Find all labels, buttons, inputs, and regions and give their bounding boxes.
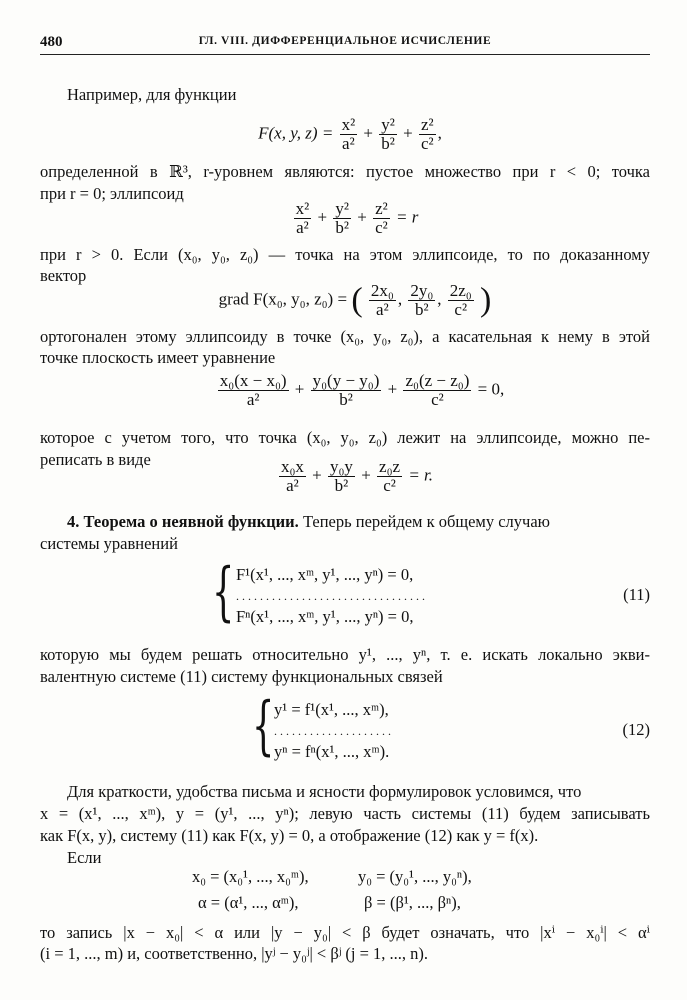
text-line: Например, для функции [67,85,237,104]
running-head: ГЛ. VIII. ДИФФЕРЕНЦИАЛЬНОЕ ИСЧИСЛЕНИЕ [198,35,492,47]
text-line: при r > 0. Если (x₀, y₀, z₀) — точка на этом эллипсоиде, то по доказанному [40,245,650,264]
fraction: $\frac{\text{z₀z}}{\text{c²}}$ [379,457,401,495]
fraction: $\frac{\text{x₀x}}{\text{a²}}$ [280,457,304,495]
text-line: валентную системе (11) систему функциональных связей [40,667,443,686]
fraction: $\frac{\text{y₀(y − y₀)}}{\text{b²}}$ [312,371,380,409]
text-line: ортогонален этому эллипсоиду в точке (x₀, y₀, z₀), а касательная к нему в этой [40,327,650,346]
fraction: $\frac{\text{2z₀}}{\text{c²}}$ [449,281,472,319]
text-line: x = (x¹, ..., xᵐ), y = (y¹, ..., yⁿ); левую часть системы (11) будем записывать [40,804,650,823]
fraction: $\frac{\text{2y₀}}{\text{b²}}$ [410,281,434,319]
left-brace: { [252,689,275,763]
fraction: $\frac{\text{2x₀}}{\text{a²}}$ [370,281,394,319]
equation-gradient: grad F(x₀, y₀, z₀) = ( $\frac{\text{2x₀}}{\text{a²}}$ , $\frac{\text{2y₀}}{\text{b²}}$ , $\frac{\text{2z₀}}{\text{c²}}$ ) [218,281,492,319]
text-line: определенной в ℝ³, r-уровнем являются: пустое множество при r < 0; точка [40,162,650,181]
equation-number: (11) [623,585,650,604]
definition-x0: x₀ = (x₀¹, ..., x₀ᵐ), [192,867,309,886]
fraction: $\frac{\text{z²}}{\text{c²}}$ [375,199,388,237]
left-brace: { [212,555,235,629]
system-eq-line: yⁿ = fⁿ(x¹, ..., xᵐ). [274,742,390,761]
equation-tangent-plane-short: $\frac{\text{x₀x}}{\text{a²}}$ + $\frac{\text{y₀y}}{\text{b²}}$ + $\frac{\text{z₀z}}{\text{c²}}$ = r. [280,457,434,495]
definition-beta: β = (β¹, ..., βⁿ), [364,893,461,912]
text-line: системы уравнений [40,534,178,553]
system-dots: .................... [274,724,394,738]
text-line: которое с учетом того, что точка (x₀, y₀, z₀) лежит на эллипсоиде, можно пе- [40,428,650,447]
section-title: 4. Теорема о неявной функции. [67,512,299,531]
text-line: при r = 0; эллипсоид [40,184,184,203]
system-eq-line: Fⁿ(x¹, ..., xᵐ, y¹, ..., yⁿ) = 0, [236,607,414,626]
text-line: Если [67,848,102,867]
text-line: как F(x, y), систему (11) как F(x, y) = 0, а отображение (12) как y = f(x). [40,826,539,845]
text-line: которую мы будем решать относительно y¹, ..., yⁿ, т. е. искать локально экви- [40,645,650,664]
text-line: Для краткости, удобства письма и ясности формулировок условимся, что [67,782,582,801]
page-header [40,30,650,55]
fraction: $\frac{\text{x²}}{\text{a²}}$ [341,115,356,153]
text-line: точке плоскость имеет уравнение [40,348,276,367]
equation-number: (12) [622,720,650,739]
book-page [40,30,650,975]
fraction: $\frac{\text{y²}}{\text{b²}}$ [335,199,349,237]
system-dots: ................................ [236,589,428,603]
page-number: 480 [40,34,63,50]
text-line: то запись |x − x₀| < α или |y − y₀| < β будет означать, что |xⁱ − x₀ⁱ| < αⁱ [40,923,650,942]
fraction: $\frac{\text{z₀(z − z₀)}}{\text{c²}}$ [405,371,470,409]
section-heading-line: 4. Теорема о неявной функции. Теперь перейдем к общему случаю [67,512,550,531]
fraction: $\frac{\text{x₀(x − x₀)}}{\text{a²}}$ [219,371,287,409]
text-line: реписать в виде [40,450,151,469]
definition-alpha: α = (α¹, ..., αᵐ), [198,893,299,912]
definition-y0: y₀ = (y₀¹, ..., y₀ⁿ), [358,867,472,886]
text-line: (i = 1, ..., m) и, соответственно, |yʲ − y₀ʲ| < βʲ (j = 1, ..., n). [40,944,429,963]
equation-ellipsoid: $\frac{\text{x²}}{\text{a²}}$ + $\frac{\text{y²}}{\text{b²}}$ + $\frac{\text{z²}}{\text{c²}}$ = r [295,199,419,237]
fraction: $\frac{\text{z²}}{\text{c²}}$ [420,115,434,153]
text-line: вектор [40,266,87,285]
equation-function: F(x, y, z) = $\frac{\text{x²}}{\text{a²}}$ + $\frac{\text{y²}}{\text{b²}}$ + $\frac{\text{z²}}{\text{c²}}$ , [258,115,442,153]
eq-lhs: F(x, y, z) = [258,123,334,143]
fraction: $\frac{\text{y₀y}}{\text{b²}}$ [330,457,353,495]
equation-tangent-plane: $\frac{\text{x₀(x − x₀)}}{\text{a²}}$ + $\frac{\text{y₀(y − y₀)}}{\text{b²}}$ + $\frac{\text{z₀(z − z₀)}}{\text{c²}}$ = 0, [219,371,505,409]
system-eq-line: y¹ = f¹(x¹, ..., xᵐ), [274,700,389,719]
fraction: $\frac{\text{y²}}{\text{b²}}$ [381,115,395,153]
system-eq-line: F¹(x¹, ..., xᵐ, y¹, ..., yⁿ) = 0, [236,565,414,584]
fraction: $\frac{\text{x²}}{\text{a²}}$ [295,199,310,237]
